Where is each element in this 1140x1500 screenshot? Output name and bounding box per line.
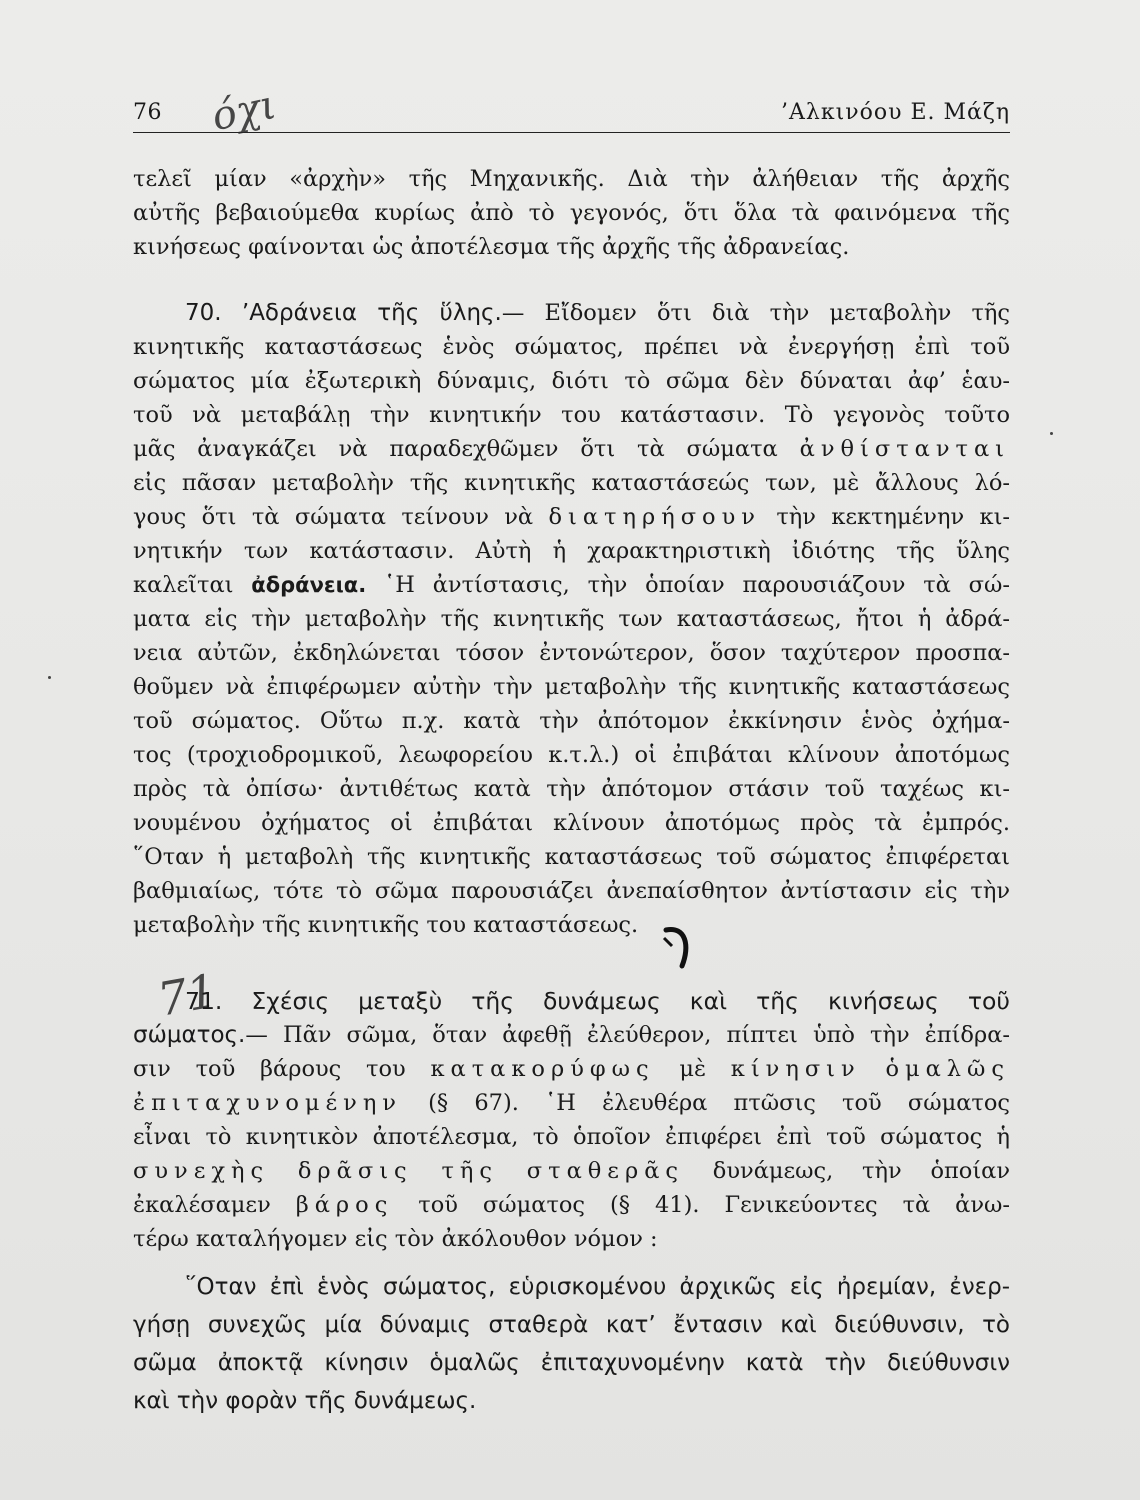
text-line [133,1088,1010,1118]
text-span: τοῦ σώματος (§ 41). Γενικεύοντες τὰ ἀνω- [418,1192,1010,1218]
spaced-emphasis: ὁμαλῶς [885,1056,1010,1082]
text-span: μὲ [679,1056,707,1082]
text-line: θοῦμεν νὰ ἐπιφέρωμεν αὐτὴν τὴν μεταβολὴν τῆς κινητικῆς καταστάσεως [133,674,1010,700]
text-line: νουμένου ὀχήματος οἱ ἐπιβάται κλίνουν ἀποτόμως πρὸς τὰ ἐμπρός. [133,810,1010,836]
text-line: κινήσεως φαίνονται ὡς ἀποτέλεσμα τῆς ἀρχῆς τῆς ἀδρανείας. [133,234,850,260]
handwritten-bracket-mark [660,916,700,972]
page-number: 76 [133,100,162,125]
text-line [133,570,1010,600]
law-line: καὶ τὴν φορὰν τῆς δυνάμεως. [133,1388,477,1414]
section-71-first-line [133,1020,1010,1050]
spaced-emphasis: δρᾶσις [297,1158,413,1184]
bold-term: ἀδράνεια. [251,573,367,597]
text-line: κινητικῆς καταστάσεως ἑνὸς σώματος, πρέπει νὰ ἐνεργήσῃ ἐπὶ τοῦ [133,334,1010,360]
text-line: πρὸς τὰ ὀπίσω· ἀντιθέτως κατὰ τὴν ἀπότομον στάσιν τοῦ ταχέως κι- [133,776,1010,802]
text-line [133,1190,1010,1220]
spaced-emphasis: διατηρήσουν [548,504,761,530]
section-70-heading: 70. ’Αδράνεια τῆς ὕλης. [185,300,502,326]
paper-speck [1050,432,1053,435]
spaced-emphasis: βάρος [295,1192,394,1218]
text-span: (§ 67). ῾Η ἐλευθέρα πτῶσις τοῦ σώματος [428,1090,1010,1116]
text-line: εἶναι τὸ κινητικὸν ἀποτέλεσμα, τὸ ὁποῖον ἐπιφέρει ἐπὶ τοῦ σώματος ἡ [133,1124,1010,1150]
law-line: γήσῃ συνεχῶς μία δύναμις σταθερὰ κατ’ ἔντασιν καὶ διεύθυνσιν, τὸ [133,1312,1010,1338]
text-span: δυνάμεως, τὴν ὁποίαν [712,1158,1010,1184]
spaced-emphasis: ἀνθίστανται [799,436,1010,462]
text-line: τοῦ νὰ μεταβάλῃ τὴν κινητικήν του κατάστασιν. Τὸ γεγονὸς τοῦτο [133,402,1010,428]
text-span: γους ὅτι τὰ σώματα τείνουν νὰ [133,504,534,530]
text-line: τος (τροχιοδρομικοῦ, λεωφορείου κ.τ.λ.) οἱ ἐπιβάται κλίνουν ἀποτόμως [133,742,1010,768]
text-line: νεια αὐτῶν, ἐκδηλώνεται τόσον ἐντονώτερον, ὅσον ταχύτερον προσπα- [133,640,1010,666]
text-line: εἰς πᾶσαν μεταβολὴν τῆς κινητικῆς καταστάσεώς των, μὲ ἄλλους λό- [133,470,1010,496]
spaced-emphasis: συνεχὴς [133,1158,270,1184]
text-line: αὐτῆς βεβαιούμεθα κυρίως ἀπὸ τὸ γεγονός, ὅτι ὅλα τὰ φαινόμενα τῆς [133,200,1010,226]
text-span: ἐκαλέσαμεν [133,1192,271,1218]
text-line: ῞Οταν ἡ μεταβολὴ τῆς κινητικῆς καταστάσεως τοῦ σώματος ἐπιφέρεται [133,844,1010,870]
spaced-emphasis: τῆς [441,1158,498,1184]
text-line: τοῦ σώματος. Οὕτω π.χ. κατὰ τὴν ἀπότομον ἐκκίνησιν ἑνὸς ὀχήμα- [133,708,1010,734]
law-line: σῶμα ἀποκτᾷ κίνησιν ὁμαλῶς ἐπιταχυνομένην κατὰ τὴν διεύθυνσιν [133,1350,1010,1376]
text-line [133,1156,1010,1186]
handwritten-note: όχι [207,81,281,141]
spaced-emphasis: ἐπιταχυνομένην [133,1090,402,1116]
text-line: τέρω καταλήγομεν εἰς τὸν ἀκόλουθον νόμον : [133,1226,658,1252]
text-line [133,1054,1010,1084]
text-line [133,502,1010,532]
text-span: σιν τοῦ βάρους του [133,1056,406,1082]
running-head: ’Αλκινόου Ε. Μάζη [781,100,1010,125]
text-span: ῾Η ἀντίστασις, τὴν ὁποίαν παρουσιάζουν τὰ σώ- [384,572,1010,598]
text-span: καλεῖται [133,572,234,598]
section-70-first-line [133,298,1010,328]
spaced-emphasis: κίνησιν [730,1056,861,1082]
text-span: — Εἴδομεν ὅτι διὰ τὴν μεταβολὴν τῆς [501,300,1010,326]
text-line [133,434,1010,464]
spaced-emphasis: κατακορύφως [430,1056,655,1082]
text-line: τελεῖ μίαν «ἀρχὴν» τῆς Μηχανικῆς. Διὰ τὴν ἀλήθειαν τῆς ἀρχῆς [133,166,1010,192]
section-71-heading-end: σώματος. [133,1022,246,1048]
paper-speck [48,676,51,679]
text-line: μεταβολὴν τῆς κινητικῆς του καταστάσεως. [133,912,639,938]
handwritten-margin-note: 71 [153,963,221,1027]
spaced-emphasis: σταθερᾶς [526,1158,684,1184]
text-span: τὴν κεκτημένην κι- [776,504,1010,530]
text-line: ματα εἰς τὴν μεταβολὴν τῆς κινητικῆς των καταστάσεως, ἤτοι ἡ ἀδρά- [133,606,1010,632]
section-71-heading: 71. Σχέσις μεταξὺ τῆς δυνάμεως καὶ τῆς κινήσεως τοῦ [185,987,1010,1015]
law-line: ῞Οταν ἐπὶ ἑνὸς σώματος, εὑρισκομένου ἀρχικῶς εἰς ἠρεμίαν, ἐνερ- [185,1274,1010,1300]
text-line: νητικήν των κατάστασιν. Αὐτὴ ἡ χαρακτηριστικὴ ἰδιότης τῆς ὕλης [133,538,1010,564]
text-span: — Πᾶν σῶμα, ὅταν ἀφεθῇ ἐλεύθερον, πίπτει ὑπὸ τὴν ἐπίδρα- [245,1022,1010,1048]
text-span: μᾶς ἀναγκάζει νὰ παραδεχθῶμεν ὅτι τὰ σώματα [133,436,778,462]
text-line: βαθμιαίως, τότε τὸ σῶμα παρουσιάζει ἀνεπαίσθητον ἀντίστασιν εἰς τὴν [133,878,1010,904]
text-line: σώματος μία ἐξωτερικὴ δύναμις, διότι τὸ σῶμα δὲν δύναται ἀφ’ ἑαυ- [133,368,1010,394]
header-rule [133,132,1010,133]
